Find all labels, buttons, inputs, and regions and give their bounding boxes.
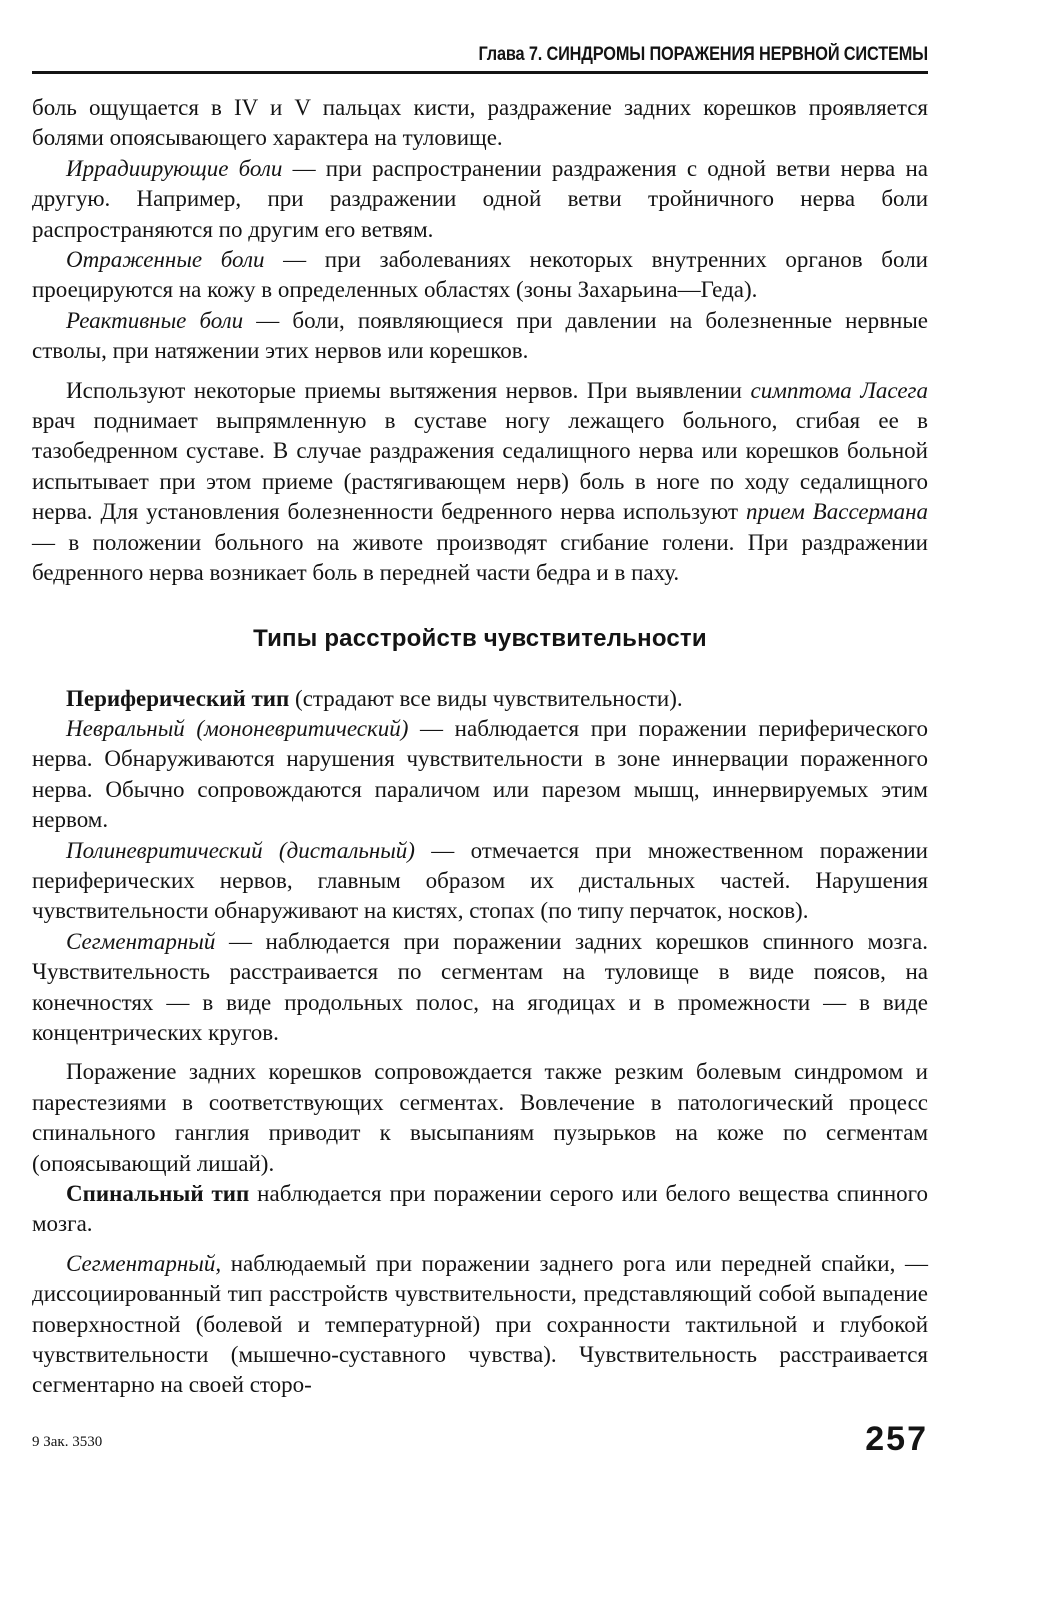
paragraph — [32, 836, 928, 927]
paragraph — [32, 93, 928, 154]
printer-signature: 9 Зак. 3530 — [32, 1434, 103, 1450]
paragraph-text: наблюдаемый при поражении заднего рога или передней спайки, — диссоциированный тип расстройств чувствительности, представляющий собой выпадение поверхностной (болевой и температурной) при сохранности тактильной и глубокой чувствительности (мышечно-суставного чувства). Чувствительность расстраивается сегментарно на своей сторо- — [32, 1250, 928, 1398]
paragraph-text: — при распространении раздражения с одной ветви нерва на другую. Например, при раздражении одной ветви тройничного нерва боли распространяются по другим его ветвям. — [32, 155, 928, 242]
italic-term: Иррадиирующие боли — [66, 155, 283, 181]
paragraph — [32, 1057, 928, 1179]
italic-term: Реактивные боли — [66, 307, 244, 333]
italic-term: Невральный (мононевритический) — [66, 715, 409, 741]
page-number: 257 — [865, 1420, 928, 1458]
italic-term: Сегментарный — [66, 928, 216, 954]
paragraph-text: врач поднимает выпрямленную в суставе ногу лежащего больного, сгибая ее в тазобедренном суставе. В случае раздражения седалищного нерва или корешков больной испытывает при этом приеме (растягивающем нерв) боль в ноге по ходу седалищного нерва. Для установления болезненности бедренного нерва используют — [32, 408, 928, 525]
paragraph-text: — наблюдается при поражении задних корешков спинного мозга. Чувствительность расстраивается по сегментам на туловище в виде поясов, на конечностях — в виде продольных полос, на ягодицах и в промежности — в виде концентрических кругов. — [32, 928, 928, 1045]
italic-term: Сегментарный, — [66, 1250, 222, 1276]
paragraph-text: боль ощущается в IV и V пальцах кисти, раздражение задних корешков проявляется болями опоясывающего характера на туловище. — [32, 95, 928, 151]
paragraph-text: — наблюдается при поражении периферического нерва. Обнаруживаются нарушения чувствительности в зоне иннервации пораженного нерва. Обычно сопровождаются параличом или парезом мышц, иннервируемых этим нервом. — [32, 715, 928, 833]
paragraph — [32, 714, 928, 836]
paragraph-text: (страдают все виды чувствительности). — [289, 685, 683, 711]
paragraph — [32, 306, 928, 367]
paragraph — [32, 376, 928, 589]
paragraph — [32, 927, 928, 1049]
paragraph-text: — при заболеваниях некоторых внутренних органов боли проецируются на кожу в определенных областях (зоны Захарьина—Геда). — [32, 247, 928, 303]
paragraph — [32, 1249, 928, 1401]
paragraph-text: — в положении больного на животе производят сгибание голени. При раздражении бедренного нерва возникает боль в передней части бедра и в паху. — [32, 529, 928, 586]
bold-term: Периферический тип — [66, 685, 290, 711]
paragraph-text: наблюдается при поражении серого или белого вещества спинного мозга. — [32, 1181, 928, 1237]
paragraph-text: Поражение задних корешков сопровождается также резким болевым синдромом и парестезиями в соответствующих сегментах. Вовлечение в патологический процесс спинального ганглия приводит к высыпаниям пузырьков на коже по сегментам (опоясывающий лишай). — [32, 1059, 928, 1176]
italic-term: симптома Ласега — [750, 377, 928, 403]
paragraph — [32, 245, 928, 306]
running-head: Глава 7. СИНДРОМЫ ПОРАЖЕНИЯ НЕРВНОЙ СИСТЕМЫ — [478, 44, 928, 65]
section-title: Типы расстройств чувствительности — [253, 624, 707, 652]
paragraph — [32, 1179, 928, 1240]
paragraph-text: — боли, появляющиеся при давлении на болезненные нервные стволы, при натяжении этих нервов или корешков. — [32, 307, 928, 364]
paragraph-text: Используют некоторые приемы вытяжения нервов. При выявлении — [66, 377, 751, 403]
italic-term: Полиневритический (дистальный) — [66, 837, 415, 863]
paragraph — [32, 154, 928, 245]
italic-term: прием Вассермана — [745, 499, 929, 525]
bold-term: Спинальный тип — [66, 1181, 250, 1206]
paragraph — [32, 684, 928, 714]
main-text — [32, 93, 928, 1401]
italic-term: Отраженные боли — [66, 247, 265, 273]
paragraph-text: — отмечается при множественном поражении периферических нервов, главным образом их дистальных частей. Нарушения чувствительности обнаруживают на кистях, стопах (по типу перчаток, носков). — [32, 837, 928, 924]
header-rule — [32, 71, 928, 74]
